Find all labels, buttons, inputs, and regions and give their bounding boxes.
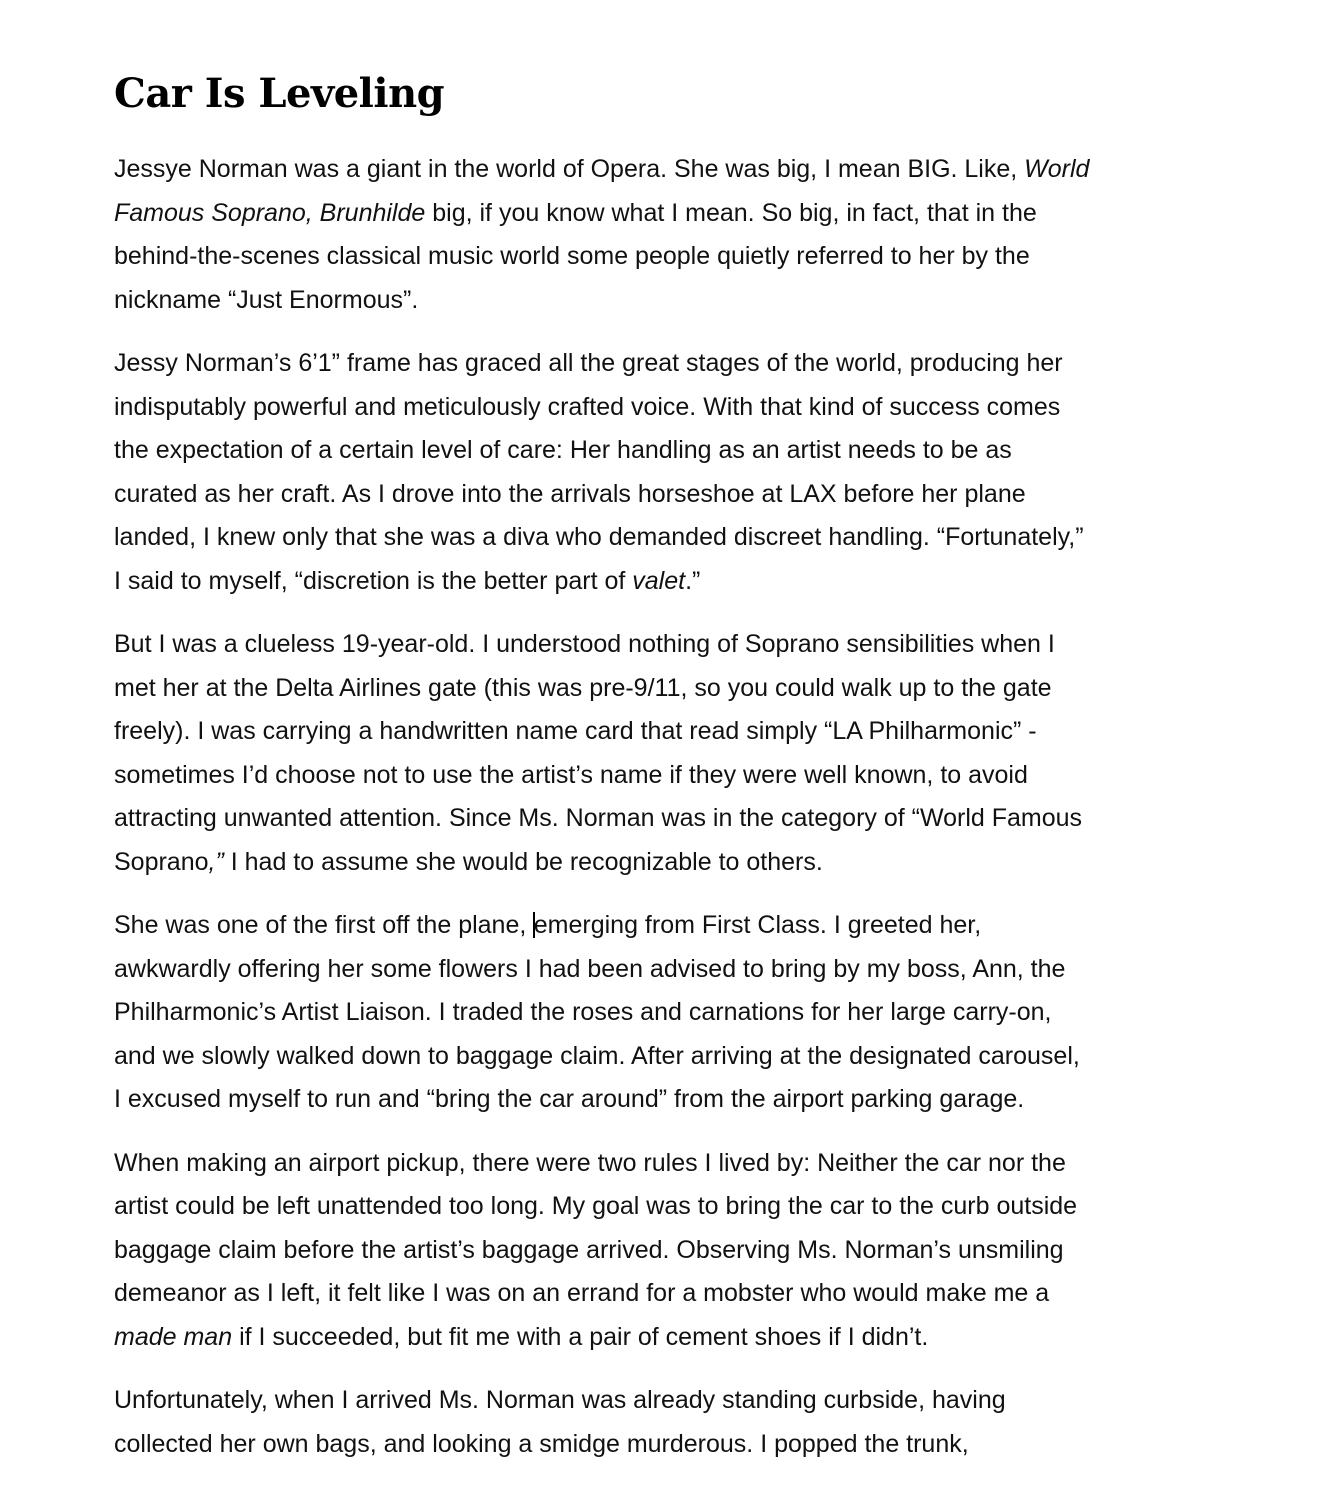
text-line: [114, 623, 1224, 667]
text-run: Philharmonic’s Artist Liaison. I traded the roses and carnations for her large carry-on,: [114, 998, 1052, 1026]
text-line: [114, 904, 1224, 948]
paragraph-4: [114, 904, 1224, 1122]
text-line: [114, 1423, 1224, 1467]
text-line: [114, 991, 1224, 1035]
text-line: [114, 1142, 1224, 1186]
text-run: I had to assume she would be recognizable to others.: [223, 847, 823, 876]
text-run: baggage claim before the artist’s baggage arrived. Observing Ms. Norman’s unsmiling: [114, 1235, 1064, 1264]
text-run: nickname “Just Enormous”.: [114, 285, 419, 314]
text-run: the expectation of a certain level of care: Her handling as an artist needs to be as: [114, 436, 1012, 464]
text-run: emerging from First Class. I greeted her,: [533, 911, 982, 939]
text-line: [114, 429, 1224, 473]
text-run: But I was a clueless 19-year-old. I understood nothing of Soprano sensibilities when I: [114, 630, 1055, 658]
italic-text: World: [1024, 155, 1090, 183]
document-page: [114, 68, 1224, 1486]
text-line: [114, 1035, 1224, 1079]
text-line: [114, 797, 1224, 841]
paragraph-3: [114, 623, 1224, 884]
text-run: attracting unwanted attention. Since Ms. Norman was in the category of “World Famous: [114, 804, 1083, 832]
text-run: When making an airport pickup, there were two rules I lived by: Neither the car nor the: [114, 1148, 1066, 1177]
italic-text: ,”: [208, 847, 224, 876]
text-run: Jessy Norman’s 6’1” frame has graced all the great stages of the world, producing her: [114, 349, 1063, 377]
text-line: [114, 1272, 1224, 1316]
text-run: demeanor as I left, it felt like I was on an errand for a mobster who would make me a: [114, 1279, 1050, 1307]
text-line: [114, 1379, 1224, 1423]
paragraph-1: [114, 148, 1224, 322]
text-run: .”: [685, 566, 701, 595]
text-run: Soprano: [114, 847, 209, 876]
text-line: [114, 560, 1224, 604]
italic-text: Famous Soprano, Brunhilde: [114, 198, 426, 227]
text-line: [114, 516, 1224, 560]
text-run: awkwardly offering her some flowers I had been advised to bring by my boss, Ann, the: [114, 954, 1066, 983]
text-run: freely). I was carrying a handwritten name card that read simply “LA Philharmonic” -: [114, 717, 1037, 745]
text-run: behind-the-scenes classical music world some people quietly referred to her by the: [114, 242, 1030, 270]
text-line: [114, 473, 1224, 517]
paragraph-2: [114, 342, 1224, 603]
text-line: [114, 342, 1224, 386]
document-title: Car Is Leveling: [114, 70, 445, 117]
text-line: [114, 1185, 1224, 1229]
text-run: I said to myself, “discretion is the better part of: [114, 566, 633, 595]
paragraph-5: [114, 1142, 1224, 1360]
text-line: [114, 1229, 1224, 1273]
text-line: [114, 754, 1224, 798]
text-line: [114, 1078, 1224, 1122]
text-line: [114, 841, 1224, 885]
text-run: indisputably powerful and meticulously crafted voice. With that kind of success comes: [114, 392, 1061, 421]
text-run: curated as her craft. As I drove into the arrivals horseshoe at LAX before her plane: [114, 479, 1026, 508]
text-line: [114, 667, 1224, 711]
text-run: collected her own bags, and looking a smidge murderous. I popped the trunk,: [114, 1429, 969, 1458]
text-run: if I succeeded, but fit me with a pair of cement shoes if I didn’t.: [232, 1322, 929, 1351]
text-line: [114, 235, 1224, 279]
text-run: met her at the Delta Airlines gate (this was pre-9/11, so you could walk up to the gate: [114, 673, 1052, 702]
paragraph-6: [114, 1379, 1224, 1466]
text-line: [114, 1316, 1224, 1360]
italic-text: made man: [114, 1322, 233, 1351]
text-line: [114, 948, 1224, 992]
italic-text: valet: [632, 566, 686, 595]
text-run: big, if you know what I mean. So big, in fact, that in the: [425, 198, 1037, 227]
text-run: landed, I knew only that she was a diva who demanded discreet handling. “Fortunately,”: [114, 523, 1084, 551]
text-run: and we slowly walked down to baggage claim. After arriving at the designated carousel,: [114, 1041, 1080, 1070]
text-line: [114, 148, 1224, 192]
text-run: sometimes I’d choose not to use the artist’s name if they were well known, to avoid: [114, 760, 1028, 789]
text-run: artist could be left unattended too long. My goal was to bring the car to the curb outside: [114, 1192, 1078, 1220]
text-line: [114, 386, 1224, 430]
text-run: Unfortunately, when I arrived Ms. Norman was already standing curbside, having: [114, 1386, 1006, 1414]
text-line: [114, 710, 1224, 754]
document-body[interactable]: [114, 148, 1224, 1466]
text-run: I excused myself to run and “bring the car around” from the airport parking garage.: [114, 1085, 1025, 1113]
text-run: She was one of the first off the plane,: [114, 911, 534, 939]
text-line: [114, 279, 1224, 323]
text-line: [114, 192, 1224, 236]
text-run: Jessye Norman was a giant in the world of Opera. She was big, I mean BIG. Like,: [114, 155, 1025, 183]
